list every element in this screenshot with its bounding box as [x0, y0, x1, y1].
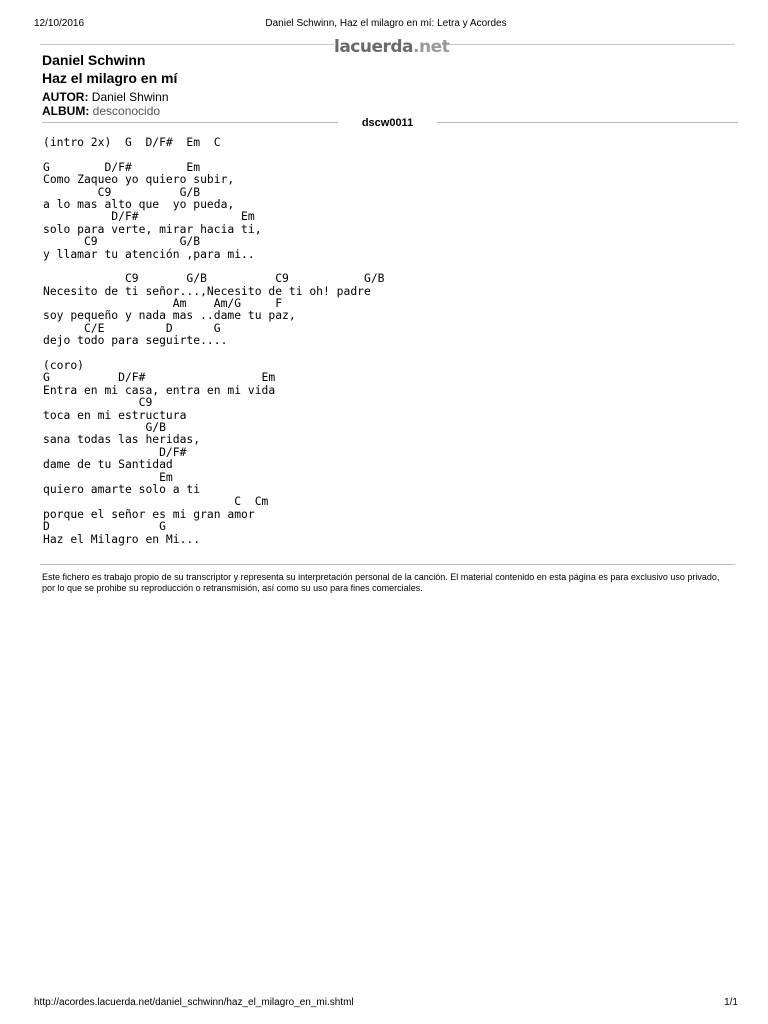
sheet-line: D G: [43, 519, 166, 534]
sheet-line: toca en mi estructura: [43, 407, 187, 422]
sheet-line: C9 G/B: [43, 184, 201, 199]
sheet-line: y llamar tu atención ,para mi..: [43, 246, 255, 261]
artist-name[interactable]: Daniel Schwinn: [42, 52, 146, 68]
sheet-line: dejo todo para seguirte....: [43, 333, 228, 348]
sheet-line: (intro 2x) G D/F# Em C: [43, 135, 221, 149]
sheet-line: dame de tu Santidad: [43, 457, 173, 472]
song-header: [42, 52, 502, 118]
sheet-line: [43, 347, 384, 359]
sheet-line: Entra en mi casa, entra en mi vida: [43, 382, 276, 397]
divider-left: [42, 122, 338, 123]
sheet-line: D/F#: [43, 444, 187, 459]
album-label: ALBUM:: [42, 104, 90, 118]
print-page-title: Daniel Schwinn, Haz el milagro en mí: Letra y Acordes: [265, 18, 507, 29]
sheet-line: Como Zaqueo yo quiero subir,: [43, 172, 235, 187]
sheet-line: C9: [43, 395, 153, 410]
sheet-line: G D/F# Em: [43, 159, 201, 174]
copyright-disclaimer: Este fichero es trabajo propio de su transcriptor y representa su interpretación personal de la canción. El material contenido en esta página es para exclusivo uso privado, por lo que se prohibe su reproducción o retransmisión, así como su uso para fines comerciales.: [42, 572, 720, 593]
sheet-line: solo para verte, mirar hacia ti,: [43, 221, 262, 236]
sheet-line: sana todas las heridas,: [43, 432, 201, 447]
transcription-code: dscw0011: [361, 117, 414, 129]
sheet-line: Necesito de ti señor...,Necesito de ti oh! padre: [43, 283, 371, 298]
page-url[interactable]: http://acordes.lacuerda.net/daniel_schwinn/haz_el_milagro_en_mi.shtml: [34, 997, 354, 1008]
sheet-line: quiero amarte solo a ti: [43, 481, 201, 496]
sheet-line: Am Am/G F: [43, 296, 283, 311]
print-header: [34, 17, 738, 31]
transcription-code-row: [42, 116, 738, 130]
sheet-line: [43, 148, 384, 160]
logo-text-main: lacuerda: [334, 37, 414, 57]
print-date: 12/10/2016: [34, 18, 85, 29]
logo-text-tld: .net: [413, 37, 450, 57]
author-label: AUTOR:: [42, 90, 89, 104]
sheet-line: Haz el Milagro en Mi...: [43, 531, 201, 546]
sheet-line: soy pequeño y nada mas ..dame tu paz,: [43, 308, 296, 323]
sheet-line: C9 G/B C9 G/B: [43, 271, 385, 286]
print-footer: [34, 996, 738, 1010]
sheet-line: G/B: [43, 419, 166, 434]
song-title: Haz el milagro en mí: [42, 70, 178, 86]
sheet-line: C/E D G: [43, 320, 221, 335]
author-row: [42, 90, 502, 104]
sheet-line: a lo mas alto que yo pueda,: [43, 196, 235, 211]
author-value: Daniel Shwinn: [91, 90, 169, 104]
footer-divider: [40, 564, 735, 565]
sheet-line: Em: [43, 469, 173, 484]
sheet-line: (coro): [43, 358, 84, 373]
sheet-line: C9 G/B: [43, 234, 201, 249]
sheet-line: D/F# Em: [43, 209, 255, 224]
page-number: 1/1: [724, 997, 738, 1008]
sheet-line: G D/F# Em: [43, 370, 276, 385]
sheet-line: porque el señor es mi gran amor: [43, 506, 255, 521]
chord-sheet: [43, 136, 384, 545]
divider-right: [437, 122, 738, 123]
album-value: desconocido: [92, 104, 161, 118]
sheet-line: C Cm: [43, 494, 269, 509]
